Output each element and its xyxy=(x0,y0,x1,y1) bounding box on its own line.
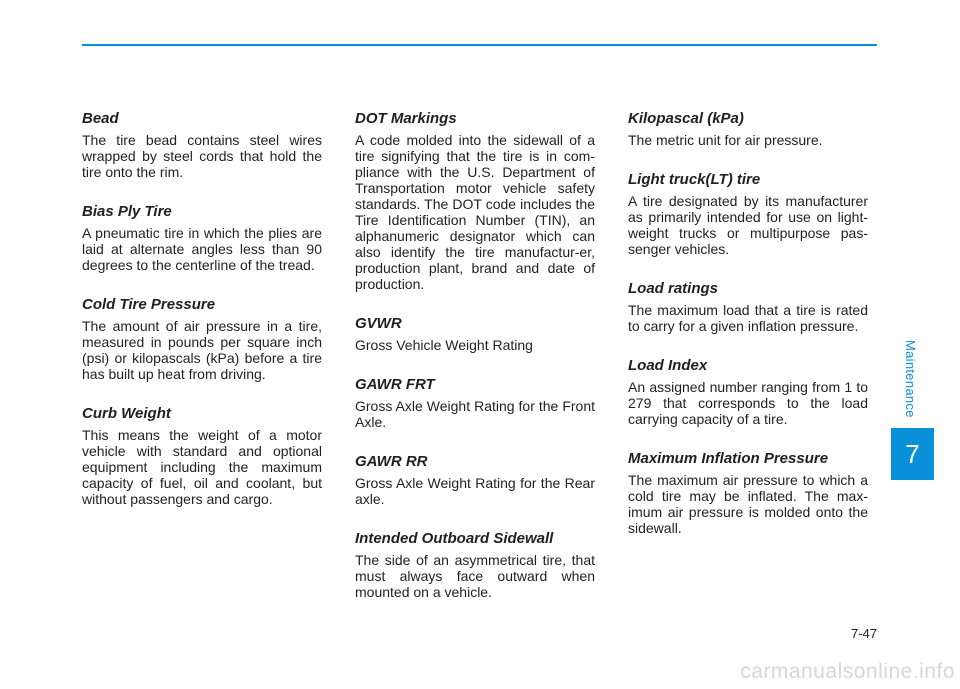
section-label: Maintenance xyxy=(903,340,918,418)
definition-load-index: An assigned number ranging from 1 to 279 that corresponds to the load carrying capacity of a tire. xyxy=(628,379,868,427)
term-gawr-rr: GAWR RR xyxy=(355,453,428,470)
watermark: carmanualsonline.info xyxy=(740,660,955,683)
term-cold-tire-pressure: Cold Tire Pressure xyxy=(82,296,216,313)
definition-curb-weight: This means the weight of a motor vehicle with standard and optional equipment including the maximum capacity of fuel, oil and coolant, but without passengers and cargo. xyxy=(82,427,322,507)
definition-maximum-inflation-pressure: The maximum air pressure to which a cold tire may be inflated. The max-imum air pressure is molded onto the sidewall. xyxy=(628,472,868,536)
definition-bias-ply-tire: A pneumatic tire in which the plies are laid at alternate angles less than 90 degrees to the centerline of the tread. xyxy=(82,225,322,273)
glossary-column-2 xyxy=(355,110,595,623)
definition-load-ratings: The maximum load that a tire is rated to carry for a given inflation pressure. xyxy=(628,302,868,334)
term-bead: Bead xyxy=(82,110,119,127)
term-gawr-frt: GAWR FRT xyxy=(355,376,435,393)
term-dot-markings: DOT Markings xyxy=(355,110,457,127)
definition-intended-outboard-sidewall: The side of an asymmetrical tire, that must always face outward when mounted on a vehicle. xyxy=(355,552,595,600)
definition-gvwr: Gross Vehicle Weight Rating xyxy=(355,337,533,353)
term-maximum-inflation-pressure: Maximum Inflation Pressure xyxy=(628,450,829,467)
definition-gawr-rr: Gross Axle Weight Rating for the Rear axle. xyxy=(355,475,595,507)
page-number: 7-47 xyxy=(850,626,877,641)
term-curb-weight: Curb Weight xyxy=(82,405,171,422)
term-bias-ply-tire: Bias Ply Tire xyxy=(82,203,172,220)
term-gvwr: GVWR xyxy=(355,315,402,332)
glossary-column-1 xyxy=(82,110,322,530)
top-rule xyxy=(82,44,877,46)
definition-bead: The tire bead contains steel wires wrapped by steel cords that hold the tire onto the rim. xyxy=(82,132,322,180)
term-load-index: Load Index xyxy=(628,357,708,374)
definition-gawr-frt: Gross Axle Weight Rating for the Front Axle. xyxy=(355,398,595,430)
definition-dot-markings: A code molded into the sidewall of a tire signifying that the tire is in com-pliance with the U.S. Department of Transportation motor vehicle safety standards. The DOT code includes the Tire Identification Number (TIN), an alphanumeric designator which can also identify the tire manufactur-er, production plant, brand and date of production. xyxy=(355,132,595,292)
definition-cold-tire-pressure: The amount of air pressure in a tire, measured in pounds per square inch (psi) or kilopascals (kPa) before a tire has built up heat from driving. xyxy=(82,318,322,382)
term-light-truck-tire: Light truck(LT) tire xyxy=(628,171,761,188)
definition-light-truck-tire: A tire designated by its manufacturer as primarily intended for use on light-weight trucks or multipurpose pas-senger vehicles. xyxy=(628,193,868,257)
glossary-column-3 xyxy=(628,110,868,559)
chapter-tab: 7 xyxy=(891,428,934,480)
term-intended-outboard-sidewall: Intended Outboard Sidewall xyxy=(355,530,554,547)
term-load-ratings: Load ratings xyxy=(628,280,719,297)
definition-kilopascal: The metric unit for air pressure. xyxy=(628,132,823,148)
term-kilopascal: Kilopascal (kPa) xyxy=(628,110,744,127)
